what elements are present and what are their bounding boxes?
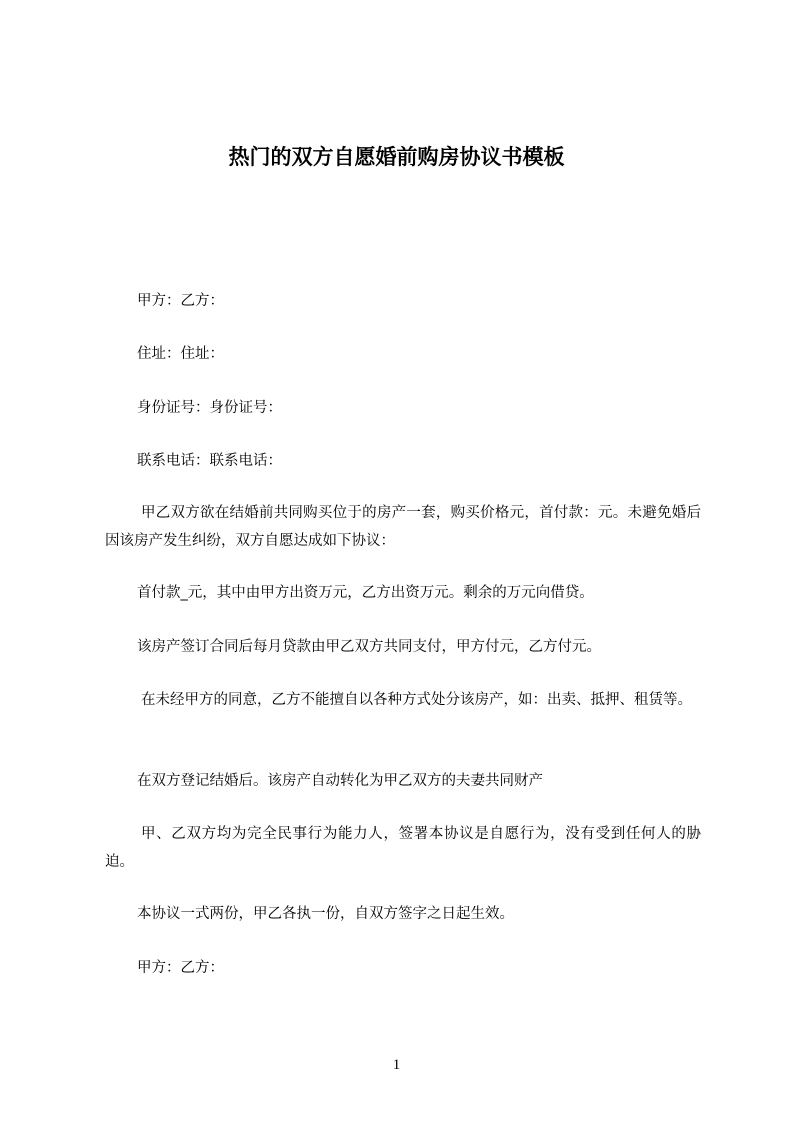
address-line: 住址：住址： (137, 346, 224, 362)
clause-disposal-restriction: 在未经甲方的同意，乙方不能擅自以各种方式处分该房产，如：出卖、抵押、租赁等。 (141, 692, 692, 708)
clause-copies: 本协议一式两份，甲乙各执一份，自双方签字之日起生效。 (137, 906, 514, 922)
clause-down-payment: 首付款_元，其中由甲方出资万元，乙方出资万元。剩余的万元向借贷。 (137, 585, 594, 601)
intro-paragraph: 甲乙双方欲在结婚前共同购买位于的房产一套，购买价格元，首付款：元。未避免婚后因该房产发生纠纷，双方自愿达成如下协议： (105, 505, 701, 549)
id-number-line: 身份证号：身份证号： (137, 400, 282, 416)
party-names-line: 甲方：乙方： (137, 293, 224, 309)
clause-marital-property: 在双方登记结婚后。该房产自动转化为甲乙双方的夫妻共同财产 (137, 773, 543, 789)
clause-monthly-loan: 该房产签订合同后每月贷款由甲乙双方共同支付，甲方付元，乙方付元。 (137, 639, 601, 655)
document-title: 热门的双方自愿婚前购房协议书模板 (228, 145, 565, 169)
page-number: 1 (392, 1057, 401, 1073)
signature-line: 甲方：乙方： (137, 960, 224, 976)
clause-voluntary: 甲、乙双方均为完全民事行为能力人，签署本协议是自愿行为，没有受到任何人的胁迫。 (105, 826, 701, 870)
phone-line: 联系电话：联系电话： (137, 453, 282, 469)
